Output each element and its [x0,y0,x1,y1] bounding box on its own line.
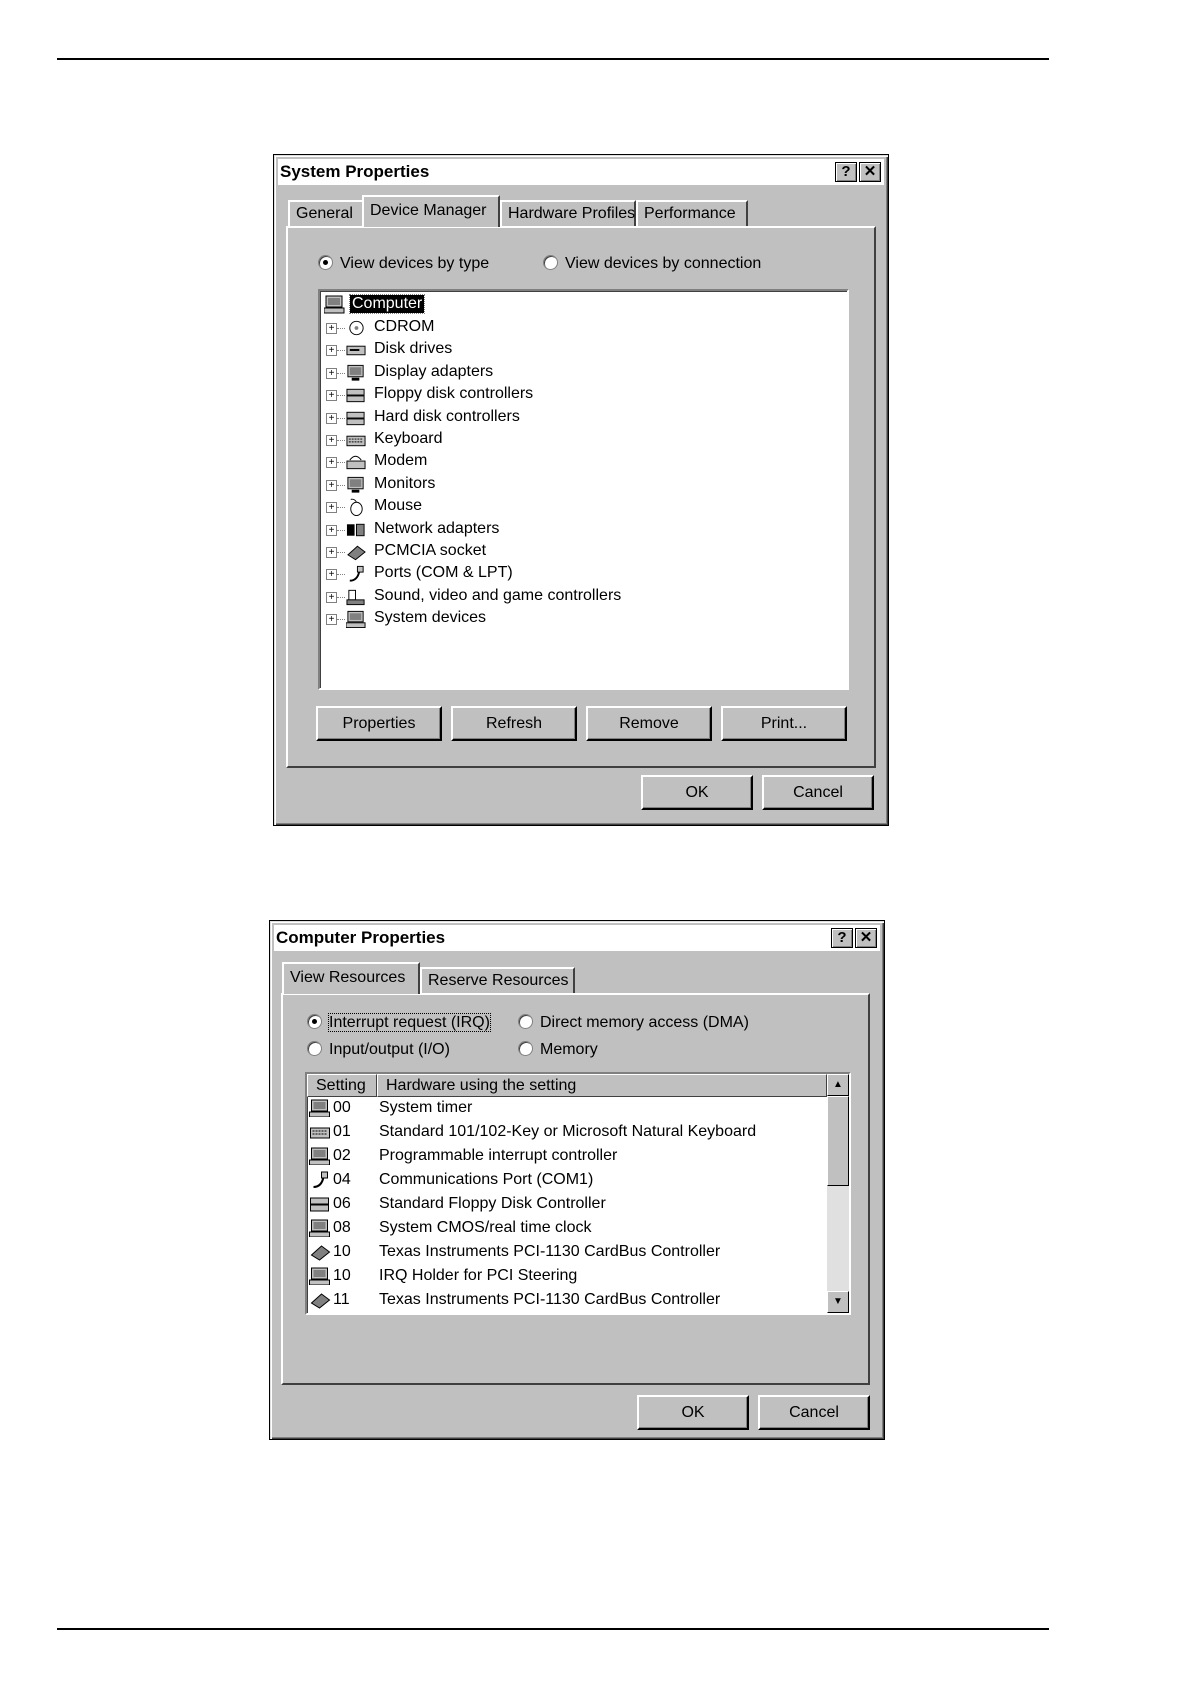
setting-value: 01 [333,1123,351,1140]
setting-value: 11 [333,1291,350,1308]
disk-drive-icon [346,341,366,359]
hardware-name: IRQ Holder for PCI Steering [379,1267,578,1284]
setting-value: 04 [333,1171,351,1188]
tree-item-label: Floppy disk controllers [374,385,534,403]
radio-memory[interactable]: Memory [518,1041,598,1059]
sound-icon [346,588,366,606]
close-button[interactable]: ✕ [855,928,877,948]
cancel-button[interactable]: Cancel [758,1395,870,1430]
hardware-name: Programmable interrupt controller [379,1147,618,1164]
tree-connector [337,574,345,575]
tree-item-label: Disk drives [374,340,453,358]
properties-button[interactable]: Properties [316,706,442,741]
expand-icon[interactable]: + [326,390,337,401]
expand-icon[interactable]: + [326,614,337,625]
setting-value: 02 [333,1147,351,1164]
controller-icon [309,1195,331,1213]
expand-icon[interactable]: + [326,525,337,536]
tree-connector [337,485,345,486]
tree-connector [337,597,345,598]
tree-item-label: Keyboard [374,430,443,447]
port-icon [346,565,366,583]
tree-connector [337,619,345,620]
cancel-button[interactable]: Cancel [762,775,874,810]
tab-hardware-profiles[interactable]: Hardware Profiles [500,200,636,227]
computer-icon [309,1147,331,1165]
tab-general[interactable]: General [288,200,364,227]
tree-connector [337,350,345,351]
radio-dot [518,1041,533,1056]
hardware-name: Standard Floppy Disk Controller [379,1195,606,1212]
keyboard-icon [346,431,366,449]
tree-connector [337,530,345,531]
tree-item-label: CDROM [374,318,435,335]
print-button[interactable]: Print... [721,706,847,741]
tree-item-label: Monitors [374,474,436,492]
title-bar [278,159,884,185]
expand-icon[interactable]: + [326,569,337,580]
tree-item-label: Modem [374,452,428,470]
tree-item-label: Mouse [374,497,423,515]
tree-root-label: Computer [352,295,423,312]
radio-dot [518,1014,533,1029]
hardware-name: Texas Instruments PCI-1130 CardBus Controller [379,1291,721,1308]
setting-value: 10 [333,1267,351,1284]
expand-icon[interactable]: + [326,547,337,558]
expand-icon[interactable]: + [326,368,337,379]
setting-value: 06 [333,1195,351,1212]
expand-icon[interactable]: + [326,592,337,603]
tree-connector [337,462,345,463]
device-manager-panel [286,226,876,768]
ok-button[interactable]: OK [641,775,753,810]
expand-icon[interactable]: + [326,345,337,356]
close-button[interactable]: ✕ [859,162,881,182]
display-icon [346,364,366,382]
bottom-rule [57,1628,1049,1630]
computer-icon [309,1267,331,1285]
computer-properties-window [269,920,885,1440]
computer-icon [309,1099,331,1117]
expand-icon[interactable]: + [326,323,337,334]
setting-value: 00 [333,1099,351,1116]
mouse-icon [346,498,366,516]
setting-value: 08 [333,1219,351,1236]
hardware-name: Communications Port (COM1) [379,1171,594,1188]
resource-rows [307,1097,827,1313]
pcmcia-icon [309,1243,331,1261]
hardware-name: Standard 101/102-Key or Microsoft Natural Keyboard [379,1123,757,1140]
modem-icon [346,453,366,471]
hardware-name: System timer [379,1099,473,1116]
tree-item-label: Display adapters [374,362,494,380]
radio-io[interactable]: Input/output (I/O) [307,1041,450,1059]
refresh-button[interactable]: Refresh [451,706,577,741]
remove-button[interactable]: Remove [586,706,712,741]
network-icon [346,521,366,539]
radio-dot [543,255,558,270]
radio-view-by-connection[interactable]: View devices by connection [543,255,761,273]
computer-icon [324,295,346,315]
scroll-down-button[interactable]: ▼ [827,1291,849,1313]
radio-dot [318,255,333,270]
scroll-thumb[interactable] [827,1096,849,1186]
radio-dot [307,1041,322,1056]
radio-dot [307,1014,322,1029]
top-rule [57,58,1049,60]
tab-device-manager[interactable]: Device Manager [362,195,500,227]
monitor-icon [346,476,366,494]
title-bar [274,925,880,951]
view-resources-panel [281,993,870,1385]
hardware-name: System CMOS/real time clock [379,1219,592,1236]
device-tree[interactable] [318,289,849,690]
tree-connector [337,418,345,419]
tab-performance[interactable]: Performance [636,200,748,227]
tree-connector [337,440,345,441]
help-button[interactable]: ? [831,928,853,948]
system-properties-window [273,154,889,826]
tree-item-label: PCMCIA socket [374,542,487,559]
tree-connector [337,328,345,329]
tree-connector [337,395,345,396]
controller-icon [346,386,366,404]
tab-reserve-resources[interactable]: Reserve Resources [420,967,575,994]
computer-icon [309,1219,331,1237]
tree-item-label: Network adapters [374,519,500,537]
ok-button[interactable]: OK [637,1395,749,1430]
tree-item-label: System devices [374,609,487,627]
hardware-name: Texas Instruments PCI-1130 CardBus Controller [379,1243,721,1260]
tree-item-label: Sound, video and game controllers [374,586,622,604]
radio-irq[interactable]: Interrupt request (IRQ) [307,1014,490,1032]
window-title: System Properties [280,162,430,181]
help-button[interactable]: ? [835,162,857,182]
pcmcia-icon [309,1291,331,1309]
expand-icon[interactable]: + [326,502,337,513]
expand-icon[interactable]: + [326,480,337,491]
expand-icon[interactable]: + [326,413,337,424]
column-header-setting[interactable]: Setting [307,1074,377,1097]
scroll-up-button[interactable]: ▲ [827,1074,849,1096]
tree-connector [337,552,345,553]
tree-connector [337,507,345,508]
vertical-scrollbar[interactable] [827,1074,849,1313]
port-icon [309,1171,331,1189]
window-title: Computer Properties [276,928,446,947]
resource-list[interactable] [305,1072,851,1315]
radio-view-by-type[interactable]: View devices by type [318,255,489,273]
pcmcia-icon [346,543,366,561]
tree-item-label: Ports (COM & LPT) [374,564,513,582]
expand-icon[interactable]: + [326,457,337,468]
keyboard-icon [309,1123,331,1141]
radio-dma[interactable]: Direct memory access (DMA) [518,1014,749,1032]
tree-item-label: Hard disk controllers [374,407,520,425]
tree-connector [337,373,345,374]
tab-view-resources[interactable]: View Resources [282,962,420,994]
controller-icon [346,409,366,427]
computer-icon [346,610,366,628]
column-header-hardware[interactable]: Hardware using the setting [377,1074,827,1097]
expand-icon[interactable]: + [326,435,337,446]
setting-value: 10 [333,1243,351,1260]
cdrom-icon [346,319,366,337]
